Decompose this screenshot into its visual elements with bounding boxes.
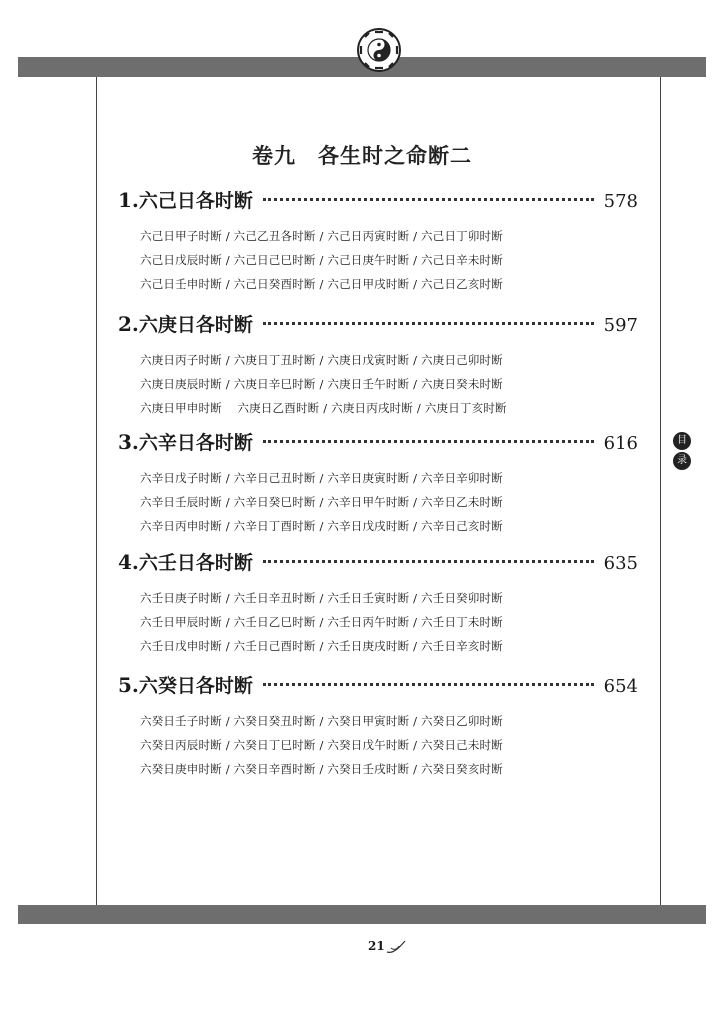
side-tab-mu: 目	[673, 432, 691, 450]
entry-line: 六辛日戊子时断 / 六辛日己丑时断 / 六辛日庚寅时断 / 六辛日辛卯时断	[140, 471, 503, 485]
leader-dots	[263, 560, 594, 563]
section-number: 3.	[118, 430, 139, 454]
entry-line: 六己日壬申时断 / 六己日癸酉时断 / 六己日甲戌时断 / 六己日乙亥时断	[140, 277, 503, 291]
entry-line: 六庚日甲申时断 六庚日乙酉时断 / 六庚日丙戌时断 / 六庚日丁亥时断	[140, 401, 507, 415]
toc-section-5	[118, 671, 638, 781]
leader-dots	[263, 440, 594, 443]
section-title: 六癸日各时断	[138, 675, 253, 697]
footer-bar	[18, 905, 706, 924]
section-page-number: 635	[603, 553, 638, 574]
entry-line: 六辛日丙申时断 / 六辛日丁酉时断 / 六辛日戊戌时断 / 六辛日己亥时断	[140, 519, 503, 533]
entry-line: 六癸日庚申时断 / 六癸日辛酉时断 / 六癸日壬戌时断 / 六癸日癸亥时断	[140, 762, 503, 776]
section-page-number: 597	[603, 315, 638, 336]
toc-section-3	[118, 428, 638, 538]
section-number: 5.	[118, 673, 139, 697]
leader-dots	[263, 683, 594, 686]
swirl-ornament-icon	[385, 938, 409, 956]
entry-line: 六辛日壬辰时断 / 六辛日癸巳时断 / 六辛日甲午时断 / 六辛日乙未时断	[140, 495, 503, 509]
page-number: 21	[368, 939, 385, 953]
section-title: 六壬日各时断	[138, 552, 253, 574]
toc-section-2	[118, 310, 638, 420]
entry-line: 六庚日庚辰时断 / 六庚日辛巳时断 / 六庚日壬午时断 / 六庚日癸未时断	[140, 377, 503, 391]
entry-line: 六壬日庚子时断 / 六壬日辛丑时断 / 六壬日壬寅时断 / 六壬日癸卯时断	[140, 591, 503, 605]
entry-line: 六癸日丙辰时断 / 六癸日丁巳时断 / 六癸日戊午时断 / 六癸日己未时断	[140, 738, 503, 752]
section-heading	[118, 548, 638, 578]
entry-line: 六己日戊辰时断 / 六己日己巳时断 / 六己日庚午时断 / 六己日辛未时断	[140, 253, 503, 267]
entry-line: 六壬日戊申时断 / 六壬日己酉时断 / 六壬日庚戌时断 / 六壬日辛亥时断	[140, 639, 503, 653]
entry-line: 六壬日甲辰时断 / 六壬日乙巳时断 / 六壬日丙午时断 / 六壬日丁未时断	[140, 615, 503, 629]
leader-dots	[263, 322, 594, 325]
section-number: 2.	[118, 312, 139, 336]
section-title: 六己日各时断	[138, 190, 253, 212]
section-page-number: 654	[603, 676, 638, 697]
side-tab-lu: 录	[673, 452, 691, 470]
section-page-number: 616	[603, 433, 638, 454]
section-heading	[118, 310, 638, 340]
page-title: 卷九 各生时之命断二	[252, 143, 472, 168]
leader-dots	[263, 198, 594, 201]
entry-line: 六己日甲子时断 / 六己乙丑各时断 / 六己日丙寅时断 / 六己日丁卯时断	[140, 229, 503, 243]
section-number: 4.	[118, 550, 139, 574]
section-title: 六辛日各时断	[138, 432, 253, 454]
entry-line: 六庚日丙子时断 / 六庚日丁丑时断 / 六庚日戊寅时断 / 六庚日己卯时断	[140, 353, 503, 367]
section-title: 六庚日各时断	[138, 314, 253, 336]
toc-section-4	[118, 548, 638, 658]
section-heading	[118, 671, 638, 701]
section-page-number: 578	[603, 191, 638, 212]
entry-line: 六癸日壬子时断 / 六癸日癸丑时断 / 六癸日甲寅时断 / 六癸日乙卯时断	[140, 714, 503, 728]
section-number: 1.	[118, 188, 139, 212]
section-heading	[118, 428, 638, 458]
toc-section-1	[118, 186, 638, 296]
section-heading	[118, 186, 638, 216]
bagua-emblem-icon	[356, 27, 402, 73]
